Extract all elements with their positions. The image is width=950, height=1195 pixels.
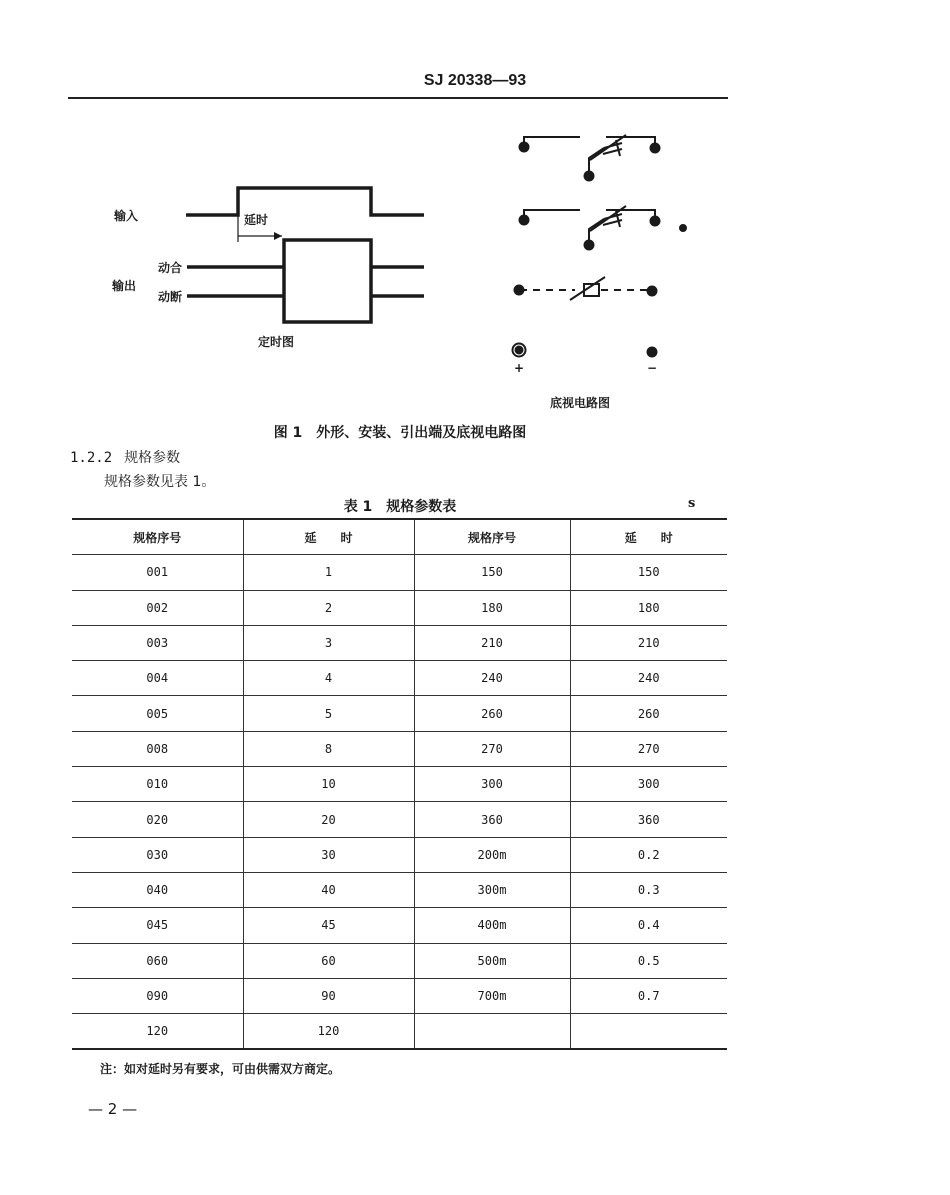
table-row (72, 943, 727, 978)
table-row (72, 908, 727, 943)
header-spec-no-2: 规格序号 (414, 519, 570, 555)
table-row (72, 978, 727, 1013)
table-cell: 400m (414, 908, 570, 943)
table-cell: 180 (414, 590, 570, 625)
table-cell: 010 (72, 767, 243, 802)
table-row (72, 555, 727, 590)
page-number: — 2 — (88, 1100, 138, 1118)
timing-diagram (186, 188, 424, 322)
table-cell: 360 (570, 802, 727, 837)
table-cell: 0.2 (570, 837, 727, 872)
table-cell: 001 (72, 555, 243, 590)
table-row (72, 837, 727, 872)
table-cell: 45 (243, 908, 414, 943)
table-row (72, 625, 727, 660)
table-cell: 0.5 (570, 943, 727, 978)
table-cell: 270 (570, 731, 727, 766)
table-unit: s (688, 496, 696, 511)
delay-label: 延时 (244, 213, 269, 227)
header-delay-2: 延 时 (570, 519, 727, 555)
table-cell: 180 (570, 590, 727, 625)
table-cell: 045 (72, 908, 243, 943)
table-cell: 210 (570, 625, 727, 660)
table-cell: 008 (72, 731, 243, 766)
table-cell: 60 (243, 943, 414, 978)
table-cell: 500m (414, 943, 570, 978)
table-cell: 260 (414, 696, 570, 731)
output-waveform (187, 240, 424, 322)
table-cell: 030 (72, 837, 243, 872)
table-cell: 004 (72, 661, 243, 696)
table-row (72, 661, 727, 696)
contact-set-1 (520, 135, 660, 181)
table-cell: 090 (72, 978, 243, 1013)
table-cell: 10 (243, 767, 414, 802)
spec-table (72, 518, 727, 1050)
table-cell: 40 (243, 872, 414, 907)
table-cell: 005 (72, 696, 243, 731)
plus-sign: + (514, 361, 525, 375)
table-cell: 0.4 (570, 908, 727, 943)
table-cell: 3 (243, 625, 414, 660)
section-title: 规格参数 (124, 450, 181, 466)
table-cell: 240 (414, 661, 570, 696)
table-cell: 020 (72, 802, 243, 837)
table-title: 表 1 规格参数表 (343, 499, 457, 515)
bottom-view-circuit (513, 135, 687, 357)
section-heading (70, 447, 180, 467)
table-row (72, 1014, 727, 1050)
table-row (72, 802, 727, 837)
table-cell: 300 (570, 767, 727, 802)
table-cell: 0.3 (570, 872, 727, 907)
table-header-row (72, 519, 727, 555)
header-delay-1: 延 时 (243, 519, 414, 555)
figure-caption: 图 1 外形、安装、引出端及底视电路图 (273, 425, 527, 441)
input-waveform (186, 188, 424, 215)
table-cell: 240 (570, 661, 727, 696)
table-cell: 8 (243, 731, 414, 766)
table-cell: 060 (72, 943, 243, 978)
minus-sign: − (647, 361, 658, 375)
input-label: 输入 (114, 209, 139, 223)
table-cell: 700m (414, 978, 570, 1013)
table-cell: 360 (414, 802, 570, 837)
table-cell: 200m (414, 837, 570, 872)
timing-diagram-caption: 定时图 (258, 335, 295, 349)
table-row (72, 590, 727, 625)
table-cell: 150 (414, 555, 570, 590)
table-cell: 260 (570, 696, 727, 731)
table-note: 注：如对延时另有要求，可由供需双方商定。 (100, 1062, 341, 1076)
table-row (72, 696, 727, 731)
table-cell: 120 (72, 1014, 243, 1050)
output-label: 输出 (112, 279, 137, 293)
table-cell: 90 (243, 978, 414, 1013)
table-cell: 300 (414, 767, 570, 802)
table-cell: 040 (72, 872, 243, 907)
table-cell: 5 (243, 696, 414, 731)
table-cell (414, 1014, 570, 1050)
table-cell: 20 (243, 802, 414, 837)
negative-terminal-icon (648, 348, 657, 357)
table-cell: 30 (243, 837, 414, 872)
section-text: 规格参数见表 1。 (104, 474, 216, 490)
circuit-diagram-caption: 底视电路图 (550, 396, 611, 410)
timer-coil (515, 277, 657, 300)
table-cell: 4 (243, 661, 414, 696)
table-cell: 0.7 (570, 978, 727, 1013)
table-cell: 002 (72, 590, 243, 625)
table-cell: 2 (243, 590, 414, 625)
table-row (72, 872, 727, 907)
table-cell: 210 (414, 625, 570, 660)
table-cell: 120 (243, 1014, 414, 1050)
figure-1-svg (0, 0, 950, 420)
make-contact-label: 动合 (158, 261, 183, 275)
table-cell: 003 (72, 625, 243, 660)
table-cell: 300m (414, 872, 570, 907)
section-number: 1.2.2 (70, 450, 113, 466)
table-cell (570, 1014, 727, 1050)
contact-set-2 (520, 206, 687, 250)
delay-arrow-icon (274, 232, 282, 240)
break-contact-label: 动断 (158, 290, 183, 304)
table-cell: 150 (570, 555, 727, 590)
document-code-header: SJ 20338—93 (423, 72, 527, 89)
table-cell: 1 (243, 555, 414, 590)
table-row (72, 767, 727, 802)
header-spec-no-1: 规格序号 (72, 519, 243, 555)
table-row (72, 731, 727, 766)
table-cell: 270 (414, 731, 570, 766)
